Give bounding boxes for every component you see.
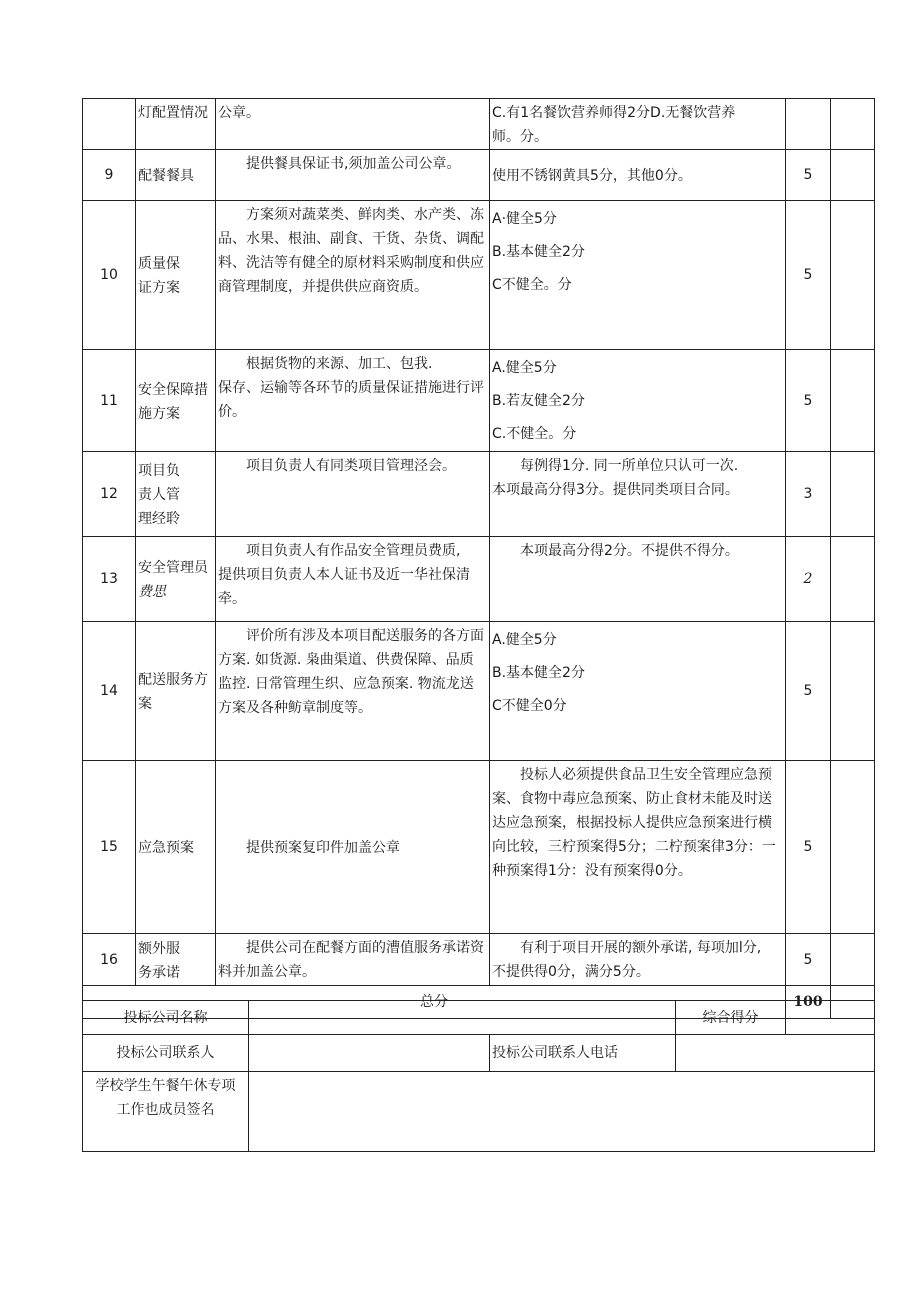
requirement-line: 评价所有涉及本项目配送服务的各方面方案. 如货源. 枭曲渠道、供费保障、品质监控. 日常管理生织、应急预案. 物流龙送方案及各种鲂章制度等。 <box>218 628 484 716</box>
total-label: 总分 <box>83 986 786 1019</box>
row-number: 9 <box>83 150 136 201</box>
row-points: 5 <box>786 761 831 934</box>
requirement-line: 项目负责人有作品安全管理员费质, <box>246 543 461 559</box>
item-line: 案 <box>138 696 152 712</box>
criteria-line: 不提供得0分，满分5分。 <box>492 964 650 980</box>
signature-field[interactable] <box>249 1072 875 1152</box>
item-line: 质量保 <box>138 256 180 272</box>
table-row <box>83 99 875 150</box>
criteria-line: 本项最高分得3分。提供同类项目合同。 <box>492 482 739 498</box>
row-extra-cell <box>831 201 875 350</box>
item-line: 安全保障措 <box>138 381 208 398</box>
requirement-line: 提供公司在配餐方面的漕值服务承诺资料并加盖公章。 <box>218 940 484 980</box>
row-extra-cell <box>831 934 875 986</box>
row-points <box>786 99 831 150</box>
row-number <box>83 99 136 150</box>
row-points: 5 <box>786 201 831 350</box>
row-number: 14 <box>83 622 136 761</box>
signature-row <box>83 1072 875 1152</box>
table-row <box>83 201 875 350</box>
requirement-line: 提供预案复印件加盖公章 <box>246 840 400 856</box>
row-extra-cell <box>831 150 875 201</box>
item-line: 安全管理员 <box>138 560 208 576</box>
row-number: 11 <box>83 350 136 452</box>
requirement-line: 方案须对蔬菜类、鲜肉类、水产类、冻品、水果、根油、副食、干货、杂货、调配料、洗洁等有健全的原材料采购制度和供应商管理制度，并提供供应商资质。 <box>218 207 484 295</box>
row-requirement <box>216 761 490 934</box>
row-extra-cell <box>831 537 875 622</box>
row-item <box>136 622 216 761</box>
criteria-line: 本项最高分得2分。不提供不得分。 <box>520 543 739 559</box>
requirement-line: 提供项目负责人本人证书及近一华社保清牵。 <box>218 567 470 607</box>
signature-label-line: 工作也成员签名 <box>116 1102 215 1118</box>
row-number: 13 <box>83 537 136 622</box>
item-line: 灯配置情况 <box>138 105 208 121</box>
footer-table <box>82 1000 875 1152</box>
row-criteria <box>490 761 786 934</box>
criteria-line: 使用不锈钢黄具5分，其他0分。 <box>492 168 692 184</box>
row-item <box>136 452 216 537</box>
item-line: 证方案 <box>138 280 180 296</box>
row-item <box>136 350 216 452</box>
row-item <box>136 99 216 150</box>
requirement-line: 提供餐具保证书,须加盖公司公章。 <box>246 156 461 172</box>
row-requirement <box>216 150 490 201</box>
row-item <box>136 934 216 986</box>
company-name-row <box>83 1001 875 1035</box>
row-item <box>136 150 216 201</box>
table-row <box>83 761 875 934</box>
contact-row <box>83 1035 875 1072</box>
criteria-line: C.不健全。分 <box>492 426 577 442</box>
criteria-line: 每例得1分. 同一所单位只认可一次. <box>520 458 739 474</box>
row-requirement <box>216 622 490 761</box>
row-requirement <box>216 99 490 150</box>
criteria-line: B.若友健全2分 <box>492 393 585 409</box>
row-criteria <box>490 622 786 761</box>
item-line: 费思 <box>138 584 166 600</box>
table-row <box>83 934 875 986</box>
requirement-line: 根据货物的来源、加工、包我. <box>246 356 433 372</box>
item-line: 施方案 <box>138 405 180 422</box>
criteria-line: B.基本健全2分 <box>492 244 585 260</box>
criteria-line: 有利于项目开展的额外承诺, 每项加l分, <box>520 940 762 956</box>
criteria-line: A.健全5分 <box>492 360 557 376</box>
row-extra-cell <box>831 452 875 537</box>
row-requirement <box>216 537 490 622</box>
criteria-line: 师。分。 <box>492 129 548 145</box>
row-points: 5 <box>786 622 831 761</box>
row-criteria <box>490 934 786 986</box>
table-row <box>83 452 875 537</box>
requirement-line: 保存、运输等各环节的质量保证措施进行评价。 <box>218 380 484 420</box>
criteria-line: A.健全5分 <box>492 632 557 648</box>
item-line: 责人管 <box>138 487 180 503</box>
row-requirement <box>216 934 490 986</box>
row-points: 3 <box>786 452 831 537</box>
table-row <box>83 622 875 761</box>
row-number: 10 <box>83 201 136 350</box>
criteria-line: A·健全5分 <box>492 211 557 227</box>
row-criteria <box>490 537 786 622</box>
row-points: 5 <box>786 350 831 452</box>
company-name-label: 投标公司名称 <box>83 1001 249 1035</box>
row-item <box>136 761 216 934</box>
row-requirement <box>216 350 490 452</box>
row-criteria <box>490 201 786 350</box>
criteria-line: C.有1名餐饮营养师得2分D.无餐饮营养 <box>492 105 736 121</box>
row-item <box>136 201 216 350</box>
row-number: 12 <box>83 452 136 537</box>
row-extra-cell <box>831 99 875 150</box>
row-extra-cell <box>831 761 875 934</box>
row-extra-cell <box>831 350 875 452</box>
scoring-rows <box>83 99 875 986</box>
criteria-line: B.基本健全2分 <box>492 665 585 681</box>
item-line: 配送服务方 <box>138 672 208 688</box>
row-points: 5 <box>786 934 831 986</box>
row-criteria <box>490 150 786 201</box>
row-criteria <box>490 452 786 537</box>
row-number: 16 <box>83 934 136 986</box>
row-points: 2 <box>786 537 831 622</box>
item-line: 额外服 <box>138 940 180 957</box>
row-points: 5 <box>786 150 831 201</box>
item-line: 务承诺 <box>138 964 180 981</box>
row-item <box>136 537 216 622</box>
row-extra-cell <box>831 622 875 761</box>
composite-score-label: 综合得分 <box>676 1001 786 1035</box>
requirement-line: 项目负责人有同类项目管理泾会。 <box>246 458 456 474</box>
criteria-line: C不健全0分 <box>492 698 567 714</box>
total-value: 100 <box>786 986 831 1019</box>
contact-label: 投标公司联系人 <box>83 1035 249 1072</box>
table-row <box>83 350 875 452</box>
row-criteria <box>490 99 786 150</box>
item-line: 理经聆 <box>138 511 180 527</box>
row-number: 15 <box>83 761 136 934</box>
row-criteria <box>490 350 786 452</box>
contact-field[interactable] <box>249 1035 490 1072</box>
contact-phone-label: 投标公司联系人电话 <box>490 1035 676 1072</box>
item-line: 配餐餐具 <box>138 168 194 184</box>
row-requirement <box>216 452 490 537</box>
table-row <box>83 150 875 201</box>
signature-label <box>83 1072 249 1152</box>
criteria-line: 投标人必须提供食品卫生安全管理应急预案、食物中毒应急预案、防止食材未能及时送达应急预案，根据投标人提供应急预案进行横向比较，三柠预案得5分；二柠预案律3分：一种预案得1分：没有预案得0分。 <box>492 767 776 879</box>
composite-score-field[interactable] <box>786 1001 875 1035</box>
contact-phone-field[interactable] <box>676 1035 875 1072</box>
item-line: 项目负 <box>138 463 180 479</box>
requirement-line: 公章。 <box>218 105 260 121</box>
table-row <box>83 537 875 622</box>
row-requirement <box>216 201 490 350</box>
company-name-field[interactable] <box>249 1001 676 1035</box>
scoring-table <box>82 98 875 1019</box>
signature-label-line: 学校学生午餐午休专项 <box>95 1078 236 1094</box>
criteria-line: C不健全。分 <box>492 277 572 293</box>
item-line: 应急预案 <box>138 840 194 856</box>
